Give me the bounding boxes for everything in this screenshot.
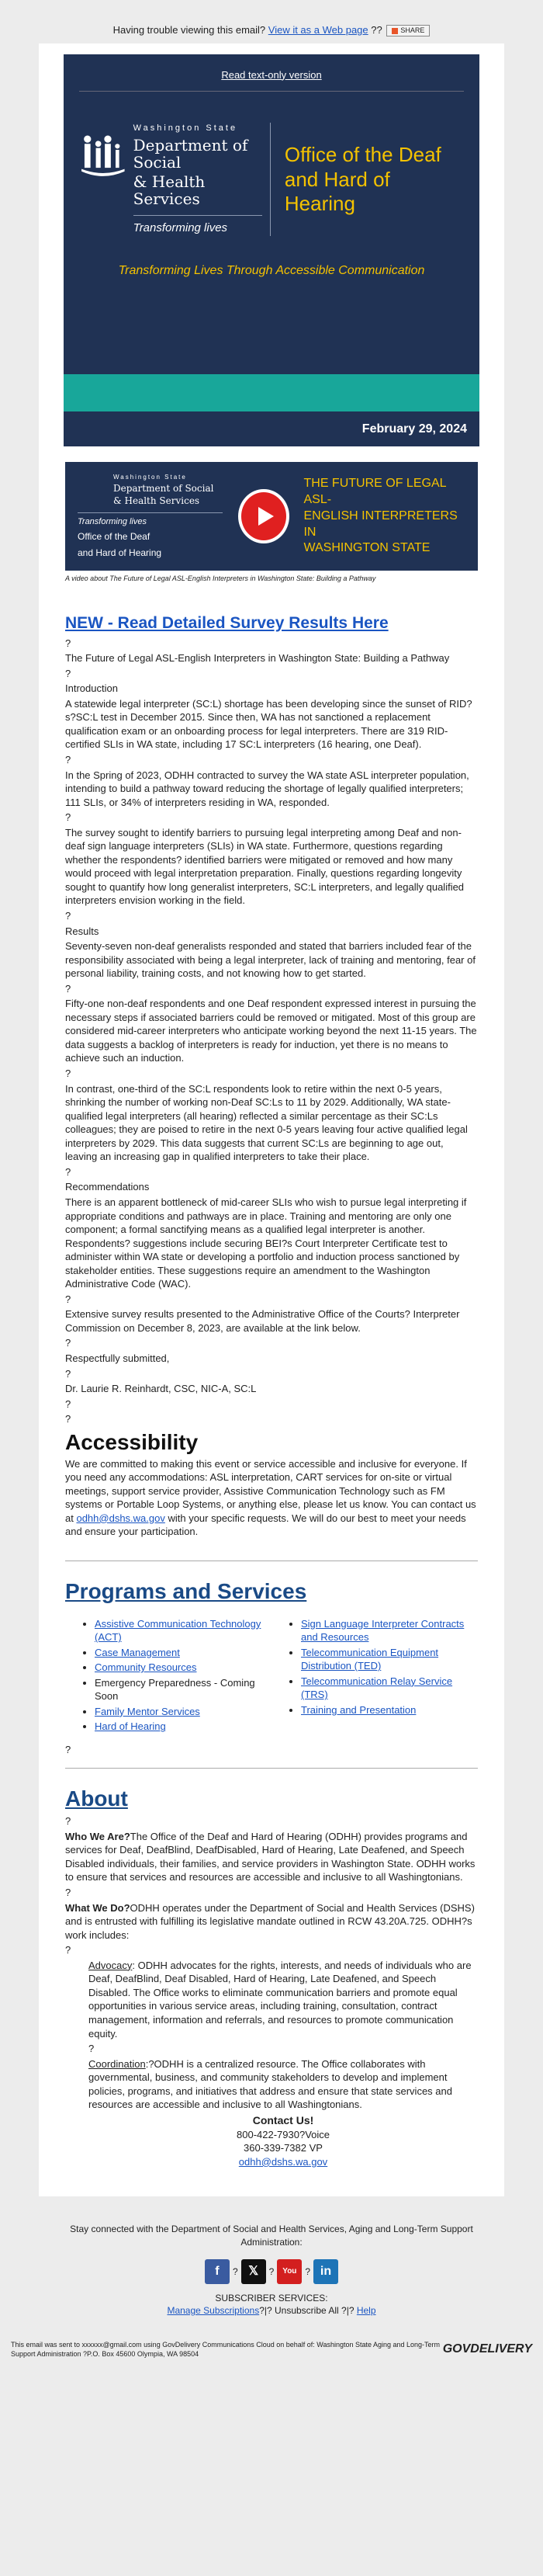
share-button[interactable] [386, 25, 430, 36]
survey-paragraph: ? [65, 1068, 71, 1080]
program-item[interactable] [301, 1703, 478, 1717]
survey-paragraph: ? [65, 1397, 71, 1410]
survey-paragraph: Dr. Laurie R. Reinhardt, CSC, NIC-A, SC:L [65, 1383, 257, 1395]
subscriber-services [0, 2292, 543, 2317]
survey-paragraph: ? [65, 754, 71, 766]
x-icon[interactable]: 𝕏 [241, 2259, 266, 2284]
program-item[interactable] [301, 1617, 478, 1644]
programs-right-column [272, 1617, 478, 1735]
video-title-1: THE FUTURE OF LEGAL ASL- [303, 477, 446, 506]
dshs-logo [79, 123, 271, 236]
video-dept-1: Department of Social [113, 483, 214, 495]
video-dept-2: & Health Services [113, 495, 200, 507]
survey-paragraph: Recommendations [65, 1181, 150, 1193]
hero-banner [64, 54, 479, 374]
survey-paragraph: ? [65, 637, 71, 649]
survey-paragraph: A statewide legal interpreter (SC:L) shortage has been developing since the sunset of RID?s?SC:L test in December 2015. Since then, WA has not sanctioned a replacement qualification exam or an onboarding process for legal interpreters. There are 319 RID-certified SLIs in WA state, including 17 SC:L interpreters (16 hearing, one Deaf). [65, 697, 472, 751]
logo-row [79, 123, 464, 236]
survey-paragraph: In the Spring of 2023, ODHH contracted to survey the WA state ASL interpreter population, intending to build a pathway toward reducing the shortage of legally qualified interpreters; 111 SLIs, or 34% of interpreters residing in WA, responded. [65, 769, 469, 808]
preheader [0, 0, 543, 43]
about-q1: ? [65, 1815, 71, 1828]
video-title [303, 476, 465, 557]
advocacy-text: : ODHH advocates for the rights, interests, and needs of individuals who are Deaf, DeafBlind, Deaf Disabled, Hard of Hearing, Late Deafened, and Speech Disabled. The Office works to eliminate communication barriers and promote equal opportunities in various service areas, including training, consultation, contract management, information and referrals, and resources to promote communication equity. [88, 1959, 472, 2040]
program-item [95, 1676, 272, 1703]
help-link[interactable]: Help [356, 2304, 376, 2316]
share-label: SHARE [400, 26, 425, 35]
survey-paragraph: In contrast, one-third of the SC:L respondents look to retire within the next 0-5 years, shrinking the number of working non-Deaf SC:Ls to 11 by 2029. Additionally, WA state-qualified legal interpreters (all hearing) reflected a similar percentage as their SC:Ls colleagues; they are poised to retire in the next 0-5 years leaving four active qualified legal interpreters by 2029. This data suggests that current SC:Ls are beginning to age out, leaving an increasing gap in qualified interpreters to take their place. [65, 1082, 468, 1163]
phone-voice: 800-422-7930?Voice [237, 2128, 330, 2140]
program-item[interactable] [95, 1720, 272, 1734]
program-item[interactable] [95, 1661, 272, 1675]
accessibility-email-link[interactable]: odhh@dshs.wa.gov [76, 1512, 165, 1524]
date-bar: February 29, 2024 [64, 411, 479, 447]
dept-text [133, 123, 262, 236]
survey-paragraph: Seventy-seven non-deaf generalists responded and stated that barriers included fear of the responsibility associated with being a legal interpreter, lack of training and mentoring, fear of personal liability, training costs, and not knowing how to get started. [65, 940, 476, 980]
survey-paragraph: Results [65, 925, 99, 937]
social-links [0, 2259, 543, 2284]
footer-bottom [0, 2317, 543, 2359]
program-item[interactable] [301, 1675, 478, 1702]
video-logo [78, 474, 223, 558]
coordination-label: Coordination [88, 2057, 146, 2070]
people-logo-icon [79, 123, 127, 193]
survey-paragraph: ? [65, 910, 71, 922]
survey-paragraph: The survey sought to identify barriers to pursuing legal interpreting among Deaf and non-deaf sign language interpreters (SLIs) in WA state. Furthermore, questions regarding whether the respondents? identified barriers were mitigated or removed and how many would proceed with legal interpretation preparation. Finally, questions regarding longevity sought to quantify how long generalist interpreters, SC:L interpreters, and legally qualified interpreters envision working in the field. [65, 826, 465, 907]
program-link[interactable]: Telecommunication Equipment Distribution (TED) [301, 1646, 439, 1672]
about-details [88, 1959, 478, 2169]
program-item[interactable] [95, 1705, 272, 1719]
dept-tagline: Transforming lives [133, 215, 262, 236]
facebook-icon[interactable]: f [205, 2259, 230, 2284]
program-link[interactable]: Assistive Communication Technology (ACT) [95, 1617, 261, 1644]
survey-paragraph: Fifty-one non-deaf respondents and one Deaf respondent expressed interest in pursuing the necessary steps if associated barriers could be removed or mitigated. Most of this group are considered mid-career interpreters who anticipate working beyond the next 11-15 years. The data suggests a backlog of interpreters is ready for induction, yet there is no means to achieve such an induction. [65, 998, 477, 1064]
video-tagline: Transforming lives [78, 512, 223, 528]
about-heading: About [65, 1786, 128, 1810]
unsubscribe-link[interactable]: ?|? Unsubscribe All ?|? [259, 2304, 355, 2316]
what-label: What We Do? [65, 1901, 130, 1914]
survey-results-link[interactable]: NEW - Read Detailed Survey Results Here [65, 614, 389, 633]
what-we-do [65, 1901, 478, 1942]
program-link[interactable]: Family Mentor Services [95, 1705, 200, 1717]
survey-paragraph: ? [65, 1367, 71, 1380]
programs-list [65, 1617, 478, 1735]
email-container [39, 43, 504, 2197]
survey-paragraph: ? [65, 667, 71, 679]
about-q2: ? [65, 1887, 71, 1899]
survey-body [65, 637, 478, 1426]
coordination [88, 2057, 478, 2112]
video-state: Washington State [113, 474, 187, 481]
program-item[interactable] [301, 1646, 478, 1673]
teal-band [64, 374, 479, 411]
program-link[interactable]: Telecommunication Relay Service (TRS) [301, 1675, 453, 1701]
program-link[interactable]: Case Management [95, 1646, 180, 1658]
who-we-are [65, 1830, 478, 1884]
survey-paragraph: ? [65, 1413, 71, 1425]
program-label: Emergency Preparedness - Coming Soon [95, 1676, 255, 1703]
survey-paragraph: ? [65, 811, 71, 824]
subscriber-heading: SUBSCRIBER SERVICES: [215, 2292, 328, 2303]
social-separator: ? [305, 2265, 311, 2277]
accessibility-heading: Accessibility [65, 1429, 199, 1454]
video-office-2: and Hard of Hearing [78, 547, 162, 558]
fineprint: This email was sent to xxxxxx@gmail.com using GovDelivery Communications Cloud on behalf of: Washington State Aging and Long-Term Support Administration ?P.O. Box 45600 Olympia, WA 98504 [11, 2341, 441, 2359]
accessibility-text [65, 1457, 478, 1539]
play-button-icon[interactable] [238, 489, 289, 543]
linkedin-icon[interactable]: in [313, 2259, 338, 2284]
youtube-icon[interactable]: You [277, 2259, 302, 2284]
what-text: ODHH operates under the Department of Social and Health Services (DSHS) and is entrusted with fulfilling its legislative mandate outlined in RCW 43.20A.725. ODHH?s work includes: [65, 1901, 475, 1941]
accessibility-text-2: with your specific requests. We will do our best to meet your needs and ensure your participation. [65, 1512, 466, 1538]
office-title-2: and Hard of Hearing [284, 167, 390, 215]
text-only-link[interactable]: Read text-only version [79, 68, 464, 92]
main-content [39, 462, 504, 2196]
dept-name-2: & Health Services [133, 172, 206, 208]
about-q4: ? [88, 2043, 95, 2055]
video-thumbnail[interactable] [65, 462, 478, 571]
advocacy [88, 1959, 478, 2040]
footer [0, 2196, 543, 2359]
hero-tagline: Transforming Lives Through Accessible Communication [118, 264, 425, 278]
advocacy-label: Advocacy [88, 1959, 133, 1971]
program-link[interactable]: Sign Language Interpreter Contracts and Resources [301, 1617, 465, 1644]
divider [65, 1768, 478, 1769]
who-label: Who We Are? [65, 1830, 130, 1842]
program-link[interactable]: Hard of Hearing [95, 1720, 166, 1733]
contact-email-link[interactable]: odhh@dshs.wa.gov [238, 2155, 328, 2168]
contact-heading: Contact Us! [252, 2113, 314, 2126]
web-version-link[interactable]: View it as a Web page [268, 24, 368, 36]
video-title-2: ENGLISH INTERPRETERS IN [303, 509, 458, 539]
programs-heading: Programs and Services [65, 1578, 307, 1603]
govdelivery-logo: GOVDELIVERY [442, 2342, 532, 2356]
preheader-suffix: ?? [371, 24, 382, 36]
survey-paragraph: There is an apparent bottleneck of mid-career SLIs who wish to pursue legal interpreting if appropriate conditions and pathways are in place. Training and mentoring are only one component; a formal sanctifying means as a qualified legal interpreter is another. Respondents? suggestions include securing BEI?s Court Interpreter Certificate test to administer within WA state or developing a portfolio and induction process sanctioned by stakeholder entities. These suggestions require an amendment to the Washington Administrative Code (WAC). [65, 1196, 467, 1290]
who-text: The Office of the Deaf and Hard of Hearing (ODHH) provides programs and services for Deaf, DeafBlind, DeafDisabled, Hard of Hearing, Late Deafened, and Speech Disabled individuals, their families, and service providers in Washington State. ODHH works to ensure that services and resources are accessible and inclusive to all Washingtonians. [65, 1830, 476, 1883]
survey-paragraph: ? [65, 1293, 71, 1305]
programs-trailer: ? [65, 1743, 71, 1755]
coordination-text: :?ODHH is a centralized resource. The Office collaborates with governmental, business, and community stakeholders to develop and implement policies, programs, and initiatives that address and ensure that state services and resources are accessible and inclusive to all Washingtonians. [88, 2057, 452, 2111]
video-office-1: Office of the Deaf [78, 531, 150, 543]
program-link[interactable]: Community Resources [95, 1661, 197, 1674]
survey-paragraph: ? [65, 982, 71, 995]
survey-paragraph: ? [65, 1165, 71, 1178]
accessibility-text-1: We are committed to making this event or service accessible and inclusive for everyone. If you need any accommodations: ASL interpretation, CART services for on-site or virtual meetings, support service provider, Assistive Communication Technology such as FM systems or Portable Loop Systems, or anything else, please let us know. You can contact us at [65, 1457, 476, 1524]
video-title-3: WASHINGTON STATE [303, 541, 431, 555]
preheader-text: Having trouble viewing this email? [112, 24, 266, 36]
survey-paragraph: ? [65, 1337, 71, 1349]
office-title-1: Office of the Deaf [284, 143, 441, 167]
programs-left-column [65, 1617, 272, 1735]
video-caption: A video about The Future of Legal ASL-English Interpreters in Washington State: Building a Pathway [65, 575, 376, 583]
stay-connected: Stay connected with the Department of Social and Health Services, Aging and Long-Term Support Administration: [70, 2224, 473, 2248]
dept-name-1: Department of Social [133, 135, 248, 172]
phone-vp: 360-339-7382 VP [244, 2142, 323, 2154]
program-item[interactable] [95, 1617, 272, 1644]
share-icon [392, 28, 398, 34]
survey-paragraph: The Future of Legal ASL-English Interpreters in Washington State: Building a Pathway [65, 652, 450, 665]
survey-paragraph: Introduction [65, 682, 118, 695]
state-name: Washington State [133, 123, 238, 134]
contact-block [88, 2113, 478, 2169]
social-separator: ? [232, 2265, 238, 2277]
office-title [285, 143, 464, 216]
program-item[interactable] [95, 1646, 272, 1660]
social-separator: ? [268, 2265, 275, 2277]
survey-paragraph: Extensive survey results presented to the Administrative Office of the Courts? Interpreter Commission on December 8, 2023, are available at the link below. [65, 1308, 460, 1334]
program-link[interactable]: Training and Presentation [301, 1703, 417, 1716]
manage-subscriptions-link[interactable]: Manage Subscriptions [167, 2304, 260, 2316]
about-q3: ? [65, 1944, 71, 1956]
survey-paragraph: Respectfully submitted, [65, 1352, 170, 1364]
